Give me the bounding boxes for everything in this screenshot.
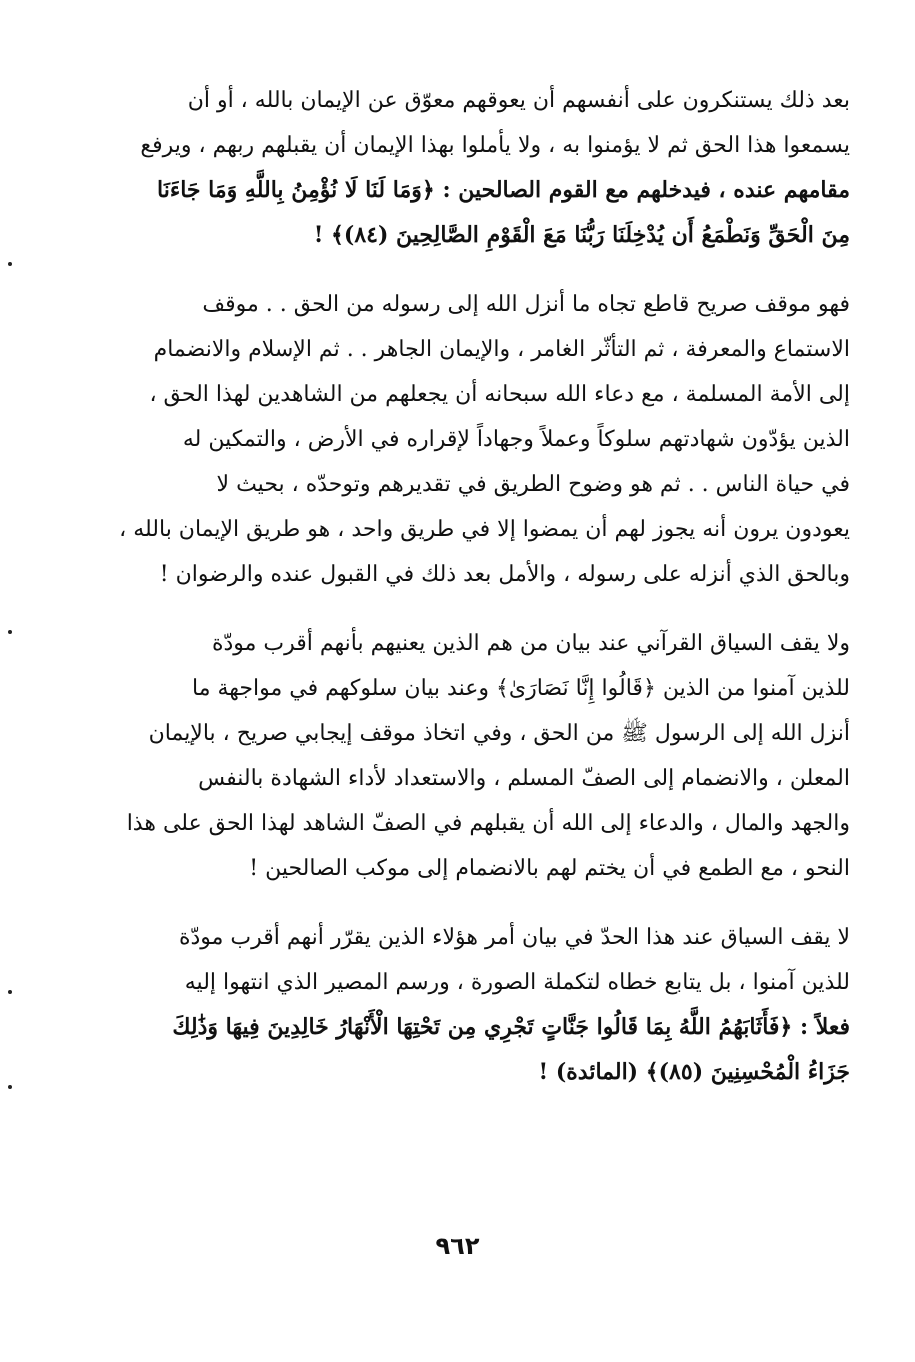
scan-speck (8, 990, 12, 994)
text-line: يسمعوا هذا الحق ثم لا يؤمنوا به ، ولا يأملوا بهذا الإيمان أن يقبلهم ربهم ، ويرفع (140, 133, 850, 158)
page-body (105, 78, 850, 1119)
scan-speck (8, 262, 12, 266)
paragraph-2 (105, 282, 850, 597)
text-line: النحو ، مع الطمع في أن يختم لهم بالانضمام إلى موكب الصالحين ! (249, 856, 850, 881)
paragraph-4 (105, 915, 850, 1095)
text-line: في حياة الناس . . ثم هو وضوح الطريق في تقديرهم وتوحدّه ، بحيث لا (216, 472, 850, 497)
scan-speck (8, 630, 12, 634)
text-line: فهو موقف صريح قاطع تجاه ما أنزل الله إلى رسوله من الحق . . موقف (202, 292, 850, 317)
text-line: الذين يؤدّون شهادتهم سلوكاً وعملاً وجهاداً لإقراره في الأرض ، والتمكين له (182, 427, 850, 452)
paragraph-3 (105, 621, 850, 891)
text-line: أنزل الله إلى الرسول ﷺ من الحق ، وفي اتخاذ موقف إيجابي صريح ، بالإيمان (148, 721, 850, 746)
paragraph-1 (105, 78, 850, 258)
quran-verse-line: جَزَاءُ الْمُحْسِنِينَ (٨٥)﴾ (المائدة) ! (538, 1059, 850, 1085)
text-line: الاستماع والمعرفة ، ثم التأثّر الغامر ، والإيمان الجاهر . . ثم الإسلام والانضمام (153, 337, 850, 362)
text-line: المعلن ، والانضمام إلى الصفّ المسلم ، والاستعداد لأداء الشهادة بالنفس (198, 766, 850, 791)
quran-verse-line: فعلاً : ﴿فَأَثَابَهُمُ اللَّهُ بِمَا قَالُوا جَنَّاتٍ تَجْرِي مِن تَحْتِهَا الْأَنْهَارُ خَالِدِينَ فِيهَا وَذَٰلِكَ (172, 1014, 850, 1040)
text-line: للذين آمنوا من الذين ﴿قَالُوا إِنَّا نَصَارَىٰ﴾ وعند بيان سلوكهم في مواجهة ما (191, 676, 850, 701)
text-line: لا يقف السياق عند هذا الحدّ في بيان أمر هؤلاء الذين يقرّر أنهم أقرب مودّة (178, 925, 850, 950)
text-line: للذين آمنوا ، بل يتابع خطاه لتكملة الصورة ، ورسم المصير الذي انتهوا إليه (184, 970, 850, 995)
page-number: ٩٦٢ (435, 1232, 480, 1260)
quran-verse-line: مقامهم عنده ، فيدخلهم مع القوم الصالحين : ﴿وَمَا لَنَا لَا نُؤْمِنُ بِاللَّهِ وَمَا جَاءَنَا (157, 177, 850, 203)
scan-speck (8, 1085, 12, 1089)
text-line: بعد ذلك يستنكرون على أنفسهم أن يعوقهم معوّق عن الإيمان بالله ، أو أن (187, 88, 850, 113)
quran-verse-line: مِنَ الْحَقِّ وَنَطْمَعُ أَن يُدْخِلَنَا رَبُّنَا مَعَ الْقَوْمِ الصَّالِحِينَ (٨٤)﴾ ! (313, 222, 850, 248)
text-line: إلى الأمة المسلمة ، مع دعاء الله سبحانه أن يجعلهم من الشاهدين لهذا الحق ، (149, 382, 850, 407)
text-line: ولا يقف السياق القرآني عند بيان من هم الذين يعنيهم بأنهم أقرب مودّة (211, 631, 850, 656)
text-line: يعودون يرون أنه يجوز لهم أن يمضوا إلا في طريق واحد ، هو طريق الإيمان بالله ، (119, 517, 850, 542)
text-line: والجهد والمال ، والدعاء إلى الله أن يقبلهم في الصفّ الشاهد لهذا الحق على هذا (126, 811, 850, 836)
text-line: وبالحق الذي أنزله على رسوله ، والأمل بعد ذلك في القبول عنده والرضوان ! (159, 562, 850, 587)
